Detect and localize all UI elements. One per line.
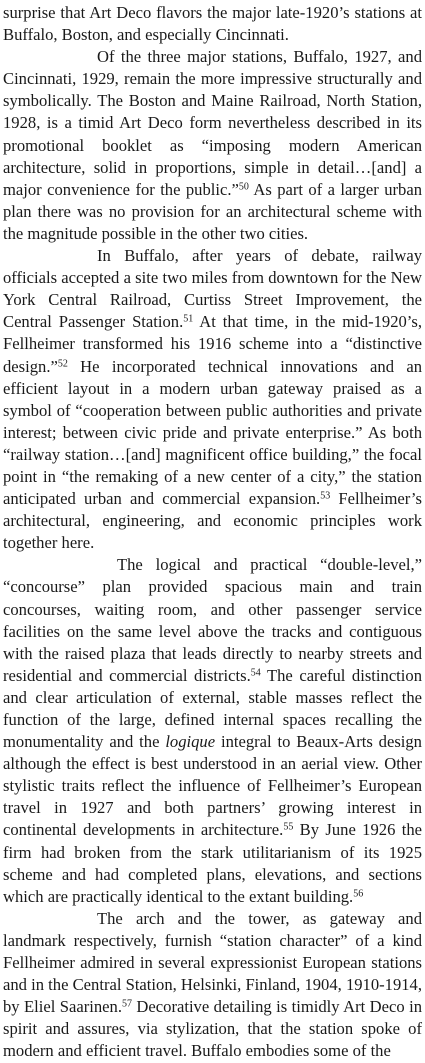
text-run: Of the three major stations, Buffalo, 1927, and Cincinnati, 1929, remain the more impressive structurally and symbolically. The Boston and Maine Railroad, North Station, 1928, is a timid Art Deco form nevertheless described in its promotional booklet as “imposing modern American architecture, solid in proportions, simple in detail…[and] a major convenience for the public.” [3, 47, 422, 199]
footnote-marker: 50 [238, 181, 249, 193]
footnote-marker: 54 [250, 667, 261, 679]
footnote-marker: 51 [183, 313, 194, 325]
text-run: The careful distinction and clear articulation of external, stable masses reflect the function of the large, defined internal spaces recalling the monumentality and the [3, 665, 422, 752]
text-run: The logical and practical “double-level,” “concourse” plan provided spacious main and train concourses, waiting room, and other passenger service facilities on the same level above the tracks and contiguous with the raised plaza that leads directly to nearby streets and residential and commercial districts. [3, 555, 422, 685]
text-run: surprise that Art Deco flavors the major late-1920’s stations at Buffalo, Boston, and especially Cincinnati. [3, 3, 422, 45]
text-run: In Buffalo, after years of debate, railway officials accepted a site two miles from downtown for the New York Central Railroad, Curtiss Street Improvement, the Central Passenger Station. [3, 246, 422, 332]
body-paragraph [3, 245, 422, 554]
italic-term: logique [165, 732, 216, 752]
text-run: By June 1926 the firm had broken from the stark utilitarianism of its 1925 scheme and had completed plans, elevations, and sections which are practically identical to the extant building. [3, 820, 422, 906]
text-run: As part of a larger urban plan there was no provision for an architectural scheme with the magnitude possible in the other two cities. [3, 179, 422, 243]
footnote-marker: 55 [283, 821, 294, 833]
text-run: integral to Beaux-Arts design although the effect is best understood in an aerial view. Other stylistic traits reflect the influence of Fellheimer’s European travel in 1927 and both partners’ growing interest in continental developments in architecture. [3, 732, 422, 840]
text-run: The arch and the tower, as gateway and landmark respectively, furnish “station character” of a kind Fellheimer admired in several expressionist European stations and in the Central Station, Helsinki, Finland, 1904, 1910-1914, by Eliel Saarinen. [3, 908, 422, 1017]
footnote-marker: 52 [57, 358, 68, 369]
footnote-marker: 53 [320, 490, 331, 502]
text-run: Decorative detailing is timidly Art Deco in spirit and assures, via stylization, that the station spoke of modern and efficient travel. Buffalo embodies some of the [3, 997, 422, 1061]
text-run: Fellheimer’s architectural, engineering, and economic principles work together here. [3, 489, 422, 553]
text-run: At that time, in the mid-1920’s, Fellheimer transformed his 1916 scheme into a “distinctive design.” [3, 312, 422, 376]
footnote-marker: 56 [353, 888, 364, 900]
body-paragraph [3, 46, 422, 245]
text-run: He incorporated technical innovations and an efficient layout in a modern urban gateway praised as a symbol of “cooperation between public authorities and private interest; between civic pride and private enterprise.” As both “railway station…[and] magnificent office building,” the focal point in “the remaking of a new center of a city,” the station anticipated urban and commercial expansion. [3, 356, 422, 509]
body-paragraph [3, 908, 422, 1063]
body-paragraph [3, 554, 422, 908]
footnote-marker: 57 [122, 998, 132, 1010]
body-paragraph [3, 2, 422, 46]
